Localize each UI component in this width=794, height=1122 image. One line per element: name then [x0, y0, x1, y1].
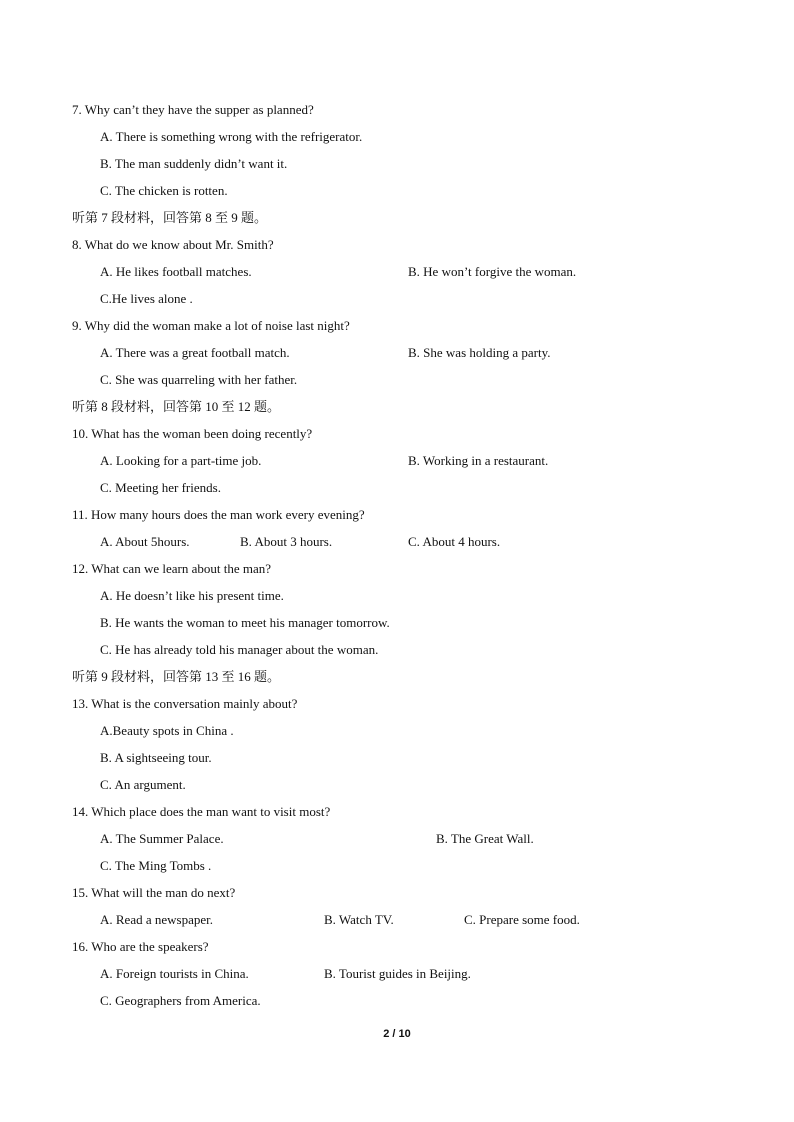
question-10: 10. What has the woman been doing recently?	[72, 426, 313, 441]
question-8-option-b: B. He won’t forgive the woman.	[408, 264, 577, 279]
question-11-option-b: B. About 3 hours.	[240, 534, 333, 549]
question-11-option-c: C. About 4 hours.	[408, 534, 501, 549]
question-8: 8. What do we know about Mr. Smith?	[72, 237, 274, 252]
question-7-option-b: B. The man suddenly didn’t want it.	[100, 156, 288, 171]
question-9-option-c: C. She was quarreling with her father.	[100, 372, 298, 387]
question-7: 7. Why can’t they have the supper as planned?	[72, 102, 314, 117]
question-14-option-b: B. The Great Wall.	[436, 831, 534, 846]
question-8-option-c: C.He lives alone .	[100, 291, 193, 306]
question-11-option-a: A. About 5hours.	[100, 534, 190, 549]
question-14: 14. Which place does the man want to visit most?	[72, 804, 331, 819]
question-7-option-c: C. The chicken is rotten.	[100, 183, 228, 198]
question-14-option-c: C. The Ming Tombs .	[100, 858, 212, 873]
question-15-option-a: A. Read a newspaper.	[100, 912, 213, 927]
question-15-option-b: B. Watch TV.	[324, 912, 394, 927]
question-12-option-b: B. He wants the woman to meet his manager tomorrow.	[100, 615, 390, 630]
question-14-option-a: A. The Summer Palace.	[100, 831, 224, 846]
section-instruction-8: 听第 8 段材料，回答第 10 至 12 题。	[72, 399, 281, 414]
question-16: 16. Who are the speakers?	[72, 939, 209, 954]
question-10-option-c: C. Meeting her friends.	[100, 480, 221, 495]
question-13: 13. What is the conversation mainly about?	[72, 696, 298, 711]
question-15-option-c: C. Prepare some food.	[464, 912, 580, 927]
question-11: 11. How many hours does the man work every evening?	[72, 507, 365, 522]
question-8-option-a: A. He likes football matches.	[100, 264, 252, 279]
question-7-option-a: A. There is something wrong with the refrigerator.	[100, 129, 363, 144]
section-instruction-7: 听第 7 段材料，回答第 8 至 9 题。	[72, 210, 268, 225]
question-13-option-c: C. An argument.	[100, 777, 186, 792]
page-number: 2 / 10	[383, 1028, 411, 1040]
question-10-option-a: A. Looking for a part-time job.	[100, 453, 262, 468]
question-9: 9. Why did the woman make a lot of noise last night?	[72, 318, 350, 333]
question-15: 15. What will the man do next?	[72, 885, 236, 900]
question-16-option-b: B. Tourist guides in Beijing.	[324, 966, 471, 981]
question-12-option-c: C. He has already told his manager about the woman.	[100, 642, 379, 657]
question-12: 12. What can we learn about the man?	[72, 561, 272, 576]
question-16-option-a: A. Foreign tourists in China.	[100, 966, 249, 981]
section-instruction-9: 听第 9 段材料，回答第 13 至 16 题。	[72, 669, 281, 684]
question-16-option-c: C. Geographers from America.	[100, 993, 261, 1008]
question-9-option-b: B. She was holding a party.	[408, 345, 551, 360]
question-13-option-a: A.Beauty spots in China .	[100, 723, 234, 738]
question-9-option-a: A. There was a great football match.	[100, 345, 290, 360]
question-13-option-b: B. A sightseeing tour.	[100, 750, 212, 765]
question-12-option-a: A. He doesn’t like his present time.	[100, 588, 284, 603]
question-10-option-b: B. Working in a restaurant.	[408, 453, 549, 468]
